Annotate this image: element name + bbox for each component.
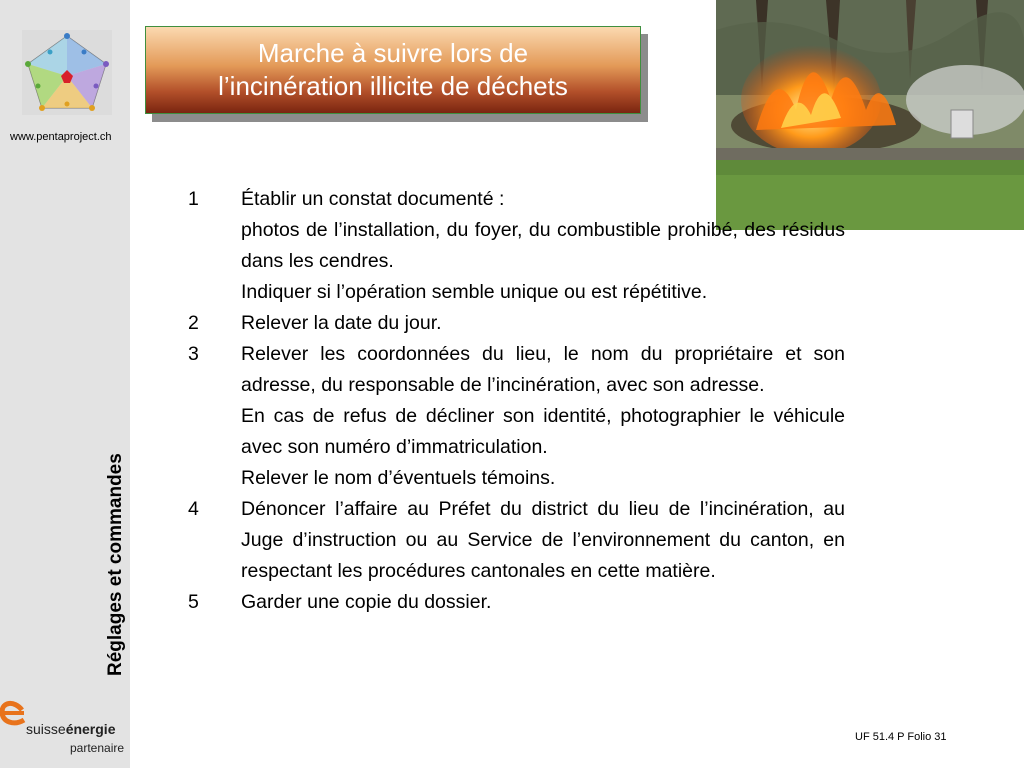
partner-brand-part1: suisse: [26, 721, 66, 737]
section-vertical-label: Réglages et commandes: [105, 453, 126, 676]
slide-title-box: [145, 26, 641, 114]
sidebar: [0, 0, 130, 768]
step-number: 3: [188, 343, 199, 365]
step-subparagraph: Indiquer si l’opération semble unique ou est répétitive.: [241, 281, 708, 303]
step-subparagraph: Relever le nom d’éventuels témoins.: [241, 467, 556, 489]
slide-title-line1: Marche à suivre lors de: [257, 38, 529, 68]
step-number: 4: [188, 498, 199, 520]
partner-brand-part2: énergie: [65, 721, 116, 737]
procedure-list: [188, 184, 845, 618]
step-number: 2: [188, 312, 199, 334]
step-text: Établir un constat documenté :: [241, 188, 505, 210]
list-item: [188, 339, 845, 494]
slide-title-line2: l’incinération illicite de déchets: [218, 71, 568, 101]
partner-subtitle: partenaire: [70, 741, 125, 755]
website-url: www.pentaproject.ch: [10, 131, 112, 143]
list-item: [188, 587, 845, 618]
partner-brand: [26, 721, 116, 737]
list-item: [188, 308, 845, 339]
step-number: 5: [188, 591, 199, 613]
step-text: Garder une copie du dossier.: [241, 591, 492, 613]
step-text: Relever la date du jour.: [241, 312, 442, 334]
step-text: Relever les coordonnées du lieu, le nom du propriétaire et son adresse, du responsable de l’incinération, avec son adresse.: [241, 343, 845, 396]
step-text: Dénoncer l’affaire au Préfet du district du lieu de l’incinération, au Juge d’instruction ou au Service de l’environnement du canton, en respectant les procédures cantonales en cette matière.: [241, 498, 845, 582]
step-number: 1: [188, 188, 199, 210]
list-item: [188, 494, 845, 587]
step-subparagraph: En cas de refus de décliner son identité, photographier le véhicule avec son numéro d’immatriculation.: [241, 405, 845, 458]
folio-reference: UF 51.4 P Folio 31: [855, 731, 947, 743]
list-item: [188, 184, 845, 308]
step-subparagraph: photos de l’installation, du foyer, du combustible prohibé, des résidus dans les cendres.: [241, 219, 845, 272]
slide-title: [218, 37, 568, 103]
pentaproject-logo: [22, 30, 112, 115]
